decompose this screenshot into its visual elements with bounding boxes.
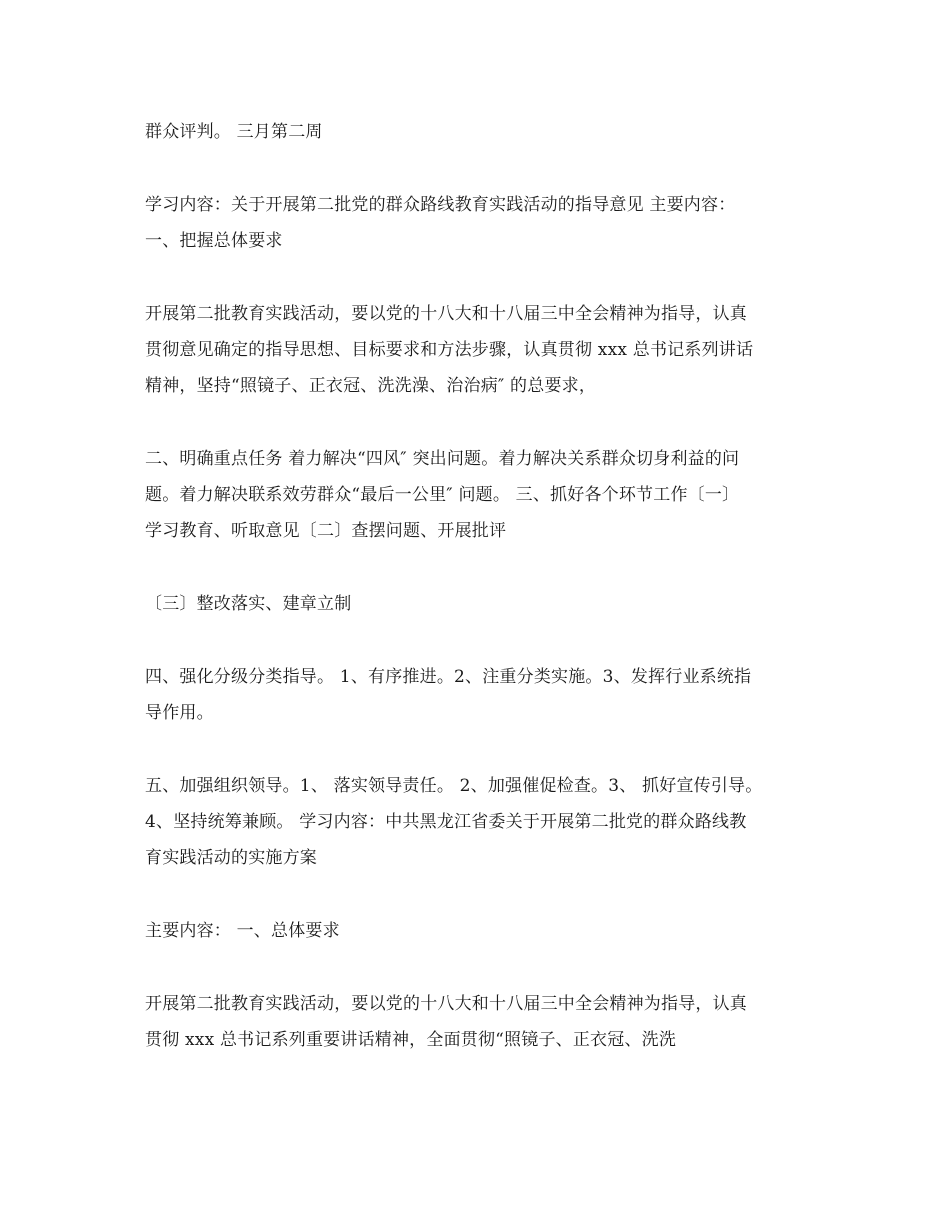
- text-line: 一、把握总体要求: [145, 231, 283, 251]
- text-line: 主要内容： 一、总体要求: [145, 921, 340, 941]
- text-line: 〔三〕整改落实、建章立制: [145, 594, 352, 614]
- paragraph-8: [145, 913, 810, 949]
- document-body: [145, 114, 810, 1095]
- paragraph-7: [145, 768, 810, 876]
- text-line: 精神，坚持“照镜子、正衣冠、洗洗澡、治治病″ 的总要求，: [145, 376, 597, 396]
- text-line: 贯彻意见确定的指导思想、目标要求和方法步骤，认真贯彻 xxx 总书记系列讲话: [145, 340, 754, 360]
- paragraph-9: [145, 986, 810, 1058]
- paragraph-2: [145, 187, 810, 259]
- text-line: 五、加强组织领导。1、 落实领导责任。 2、加强催促检查。3、 抓好宣传引导。: [145, 776, 763, 796]
- text-line: 4、坚持统筹兼顾。 学习内容：中共黑龙江省委关于开展第二批党的群众路线教: [145, 812, 747, 832]
- text-line: 二、明确重点任务 着力解决“四风″ 突出问题。着力解决关系群众切身利益的问: [145, 449, 740, 469]
- paragraph-6: [145, 659, 810, 731]
- text-line: 开展第二批教育实践活动，要以党的十八大和十八届三中全会精神为指导，认真: [145, 994, 747, 1014]
- paragraph-5: [145, 586, 810, 622]
- text-line: 开展第二批教育实践活动，要以党的十八大和十八届三中全会精神为指导，认真: [145, 304, 747, 324]
- text-line: 导作用。: [145, 703, 214, 723]
- text-line: 四、强化分级分类指导。 1、有序推进。2、注重分类实施。3、发挥行业系统指: [145, 667, 752, 687]
- paragraph-3: [145, 296, 810, 404]
- text-line: 群众评判。 三月第二周: [145, 122, 323, 142]
- text-line: 学习内容：关于开展第二批党的群众路线教育实践活动的指导意见 主要内容：: [145, 195, 736, 215]
- text-line: 贯彻 xxx 总书记系列重要讲话精神，全面贯彻“照镜子、正衣冠、洗洗: [145, 1030, 677, 1050]
- text-line: 育实践活动的实施方案: [145, 848, 317, 868]
- text-line: 学习教育、听取意见〔二〕查摆问题、开展批评: [145, 521, 507, 541]
- text-line: 题。着力解决联系效劳群众“最后一公里″ 问题。 三、抓好各个环节工作〔一〕: [145, 485, 740, 505]
- paragraph-4: [145, 441, 810, 549]
- paragraph-1: [145, 114, 810, 150]
